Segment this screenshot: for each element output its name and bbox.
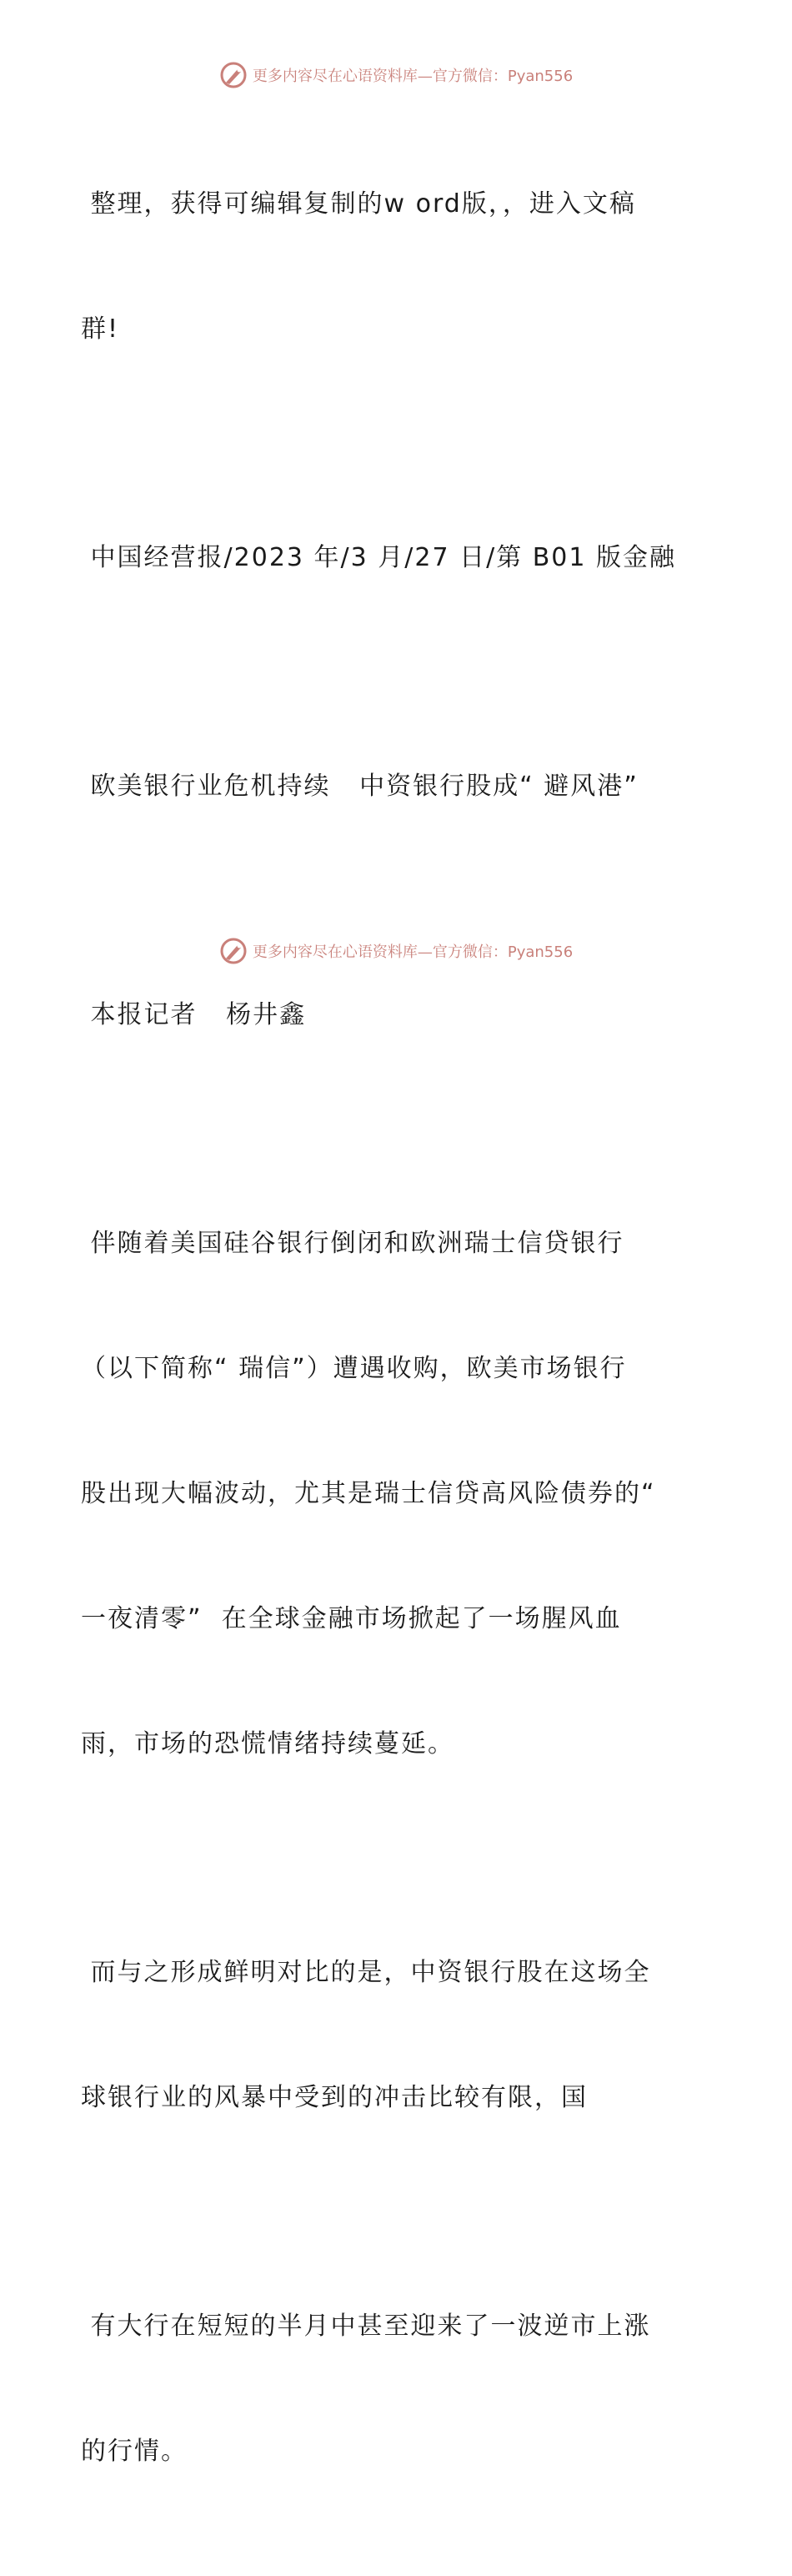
- header-watermark-banner: [0, 58, 792, 92]
- text-line: 本报记者 杨井鑫: [81, 1000, 307, 1029]
- banner-wechat-id: Pyan556: [507, 943, 574, 961]
- text-line: 股出现大幅波动，尤其是瑞士信贷高风险债券的“: [81, 1479, 656, 1508]
- document-body: [81, 100, 702, 2576]
- text-line: 雨，市场的恐慌情绪持续蔓延。: [81, 1729, 454, 1758]
- body-paragraph: [81, 1140, 702, 1849]
- source-line: [81, 454, 702, 662]
- text-line: 一夜清零” 在全球金融市场掀起了一场腥风血: [81, 1604, 622, 1633]
- text-line: （以下简称“ 瑞信”）遭遇收购，欧美市场银行: [81, 1354, 627, 1383]
- text-line: 伴随着美国硅谷银行倒闭和欧洲瑞士信贷银行: [81, 1229, 624, 1258]
- text-line: 的行情。: [81, 2437, 188, 2466]
- banner-text: [253, 64, 573, 86]
- text-line: 有大行在短短的半月中甚至迎来了一波逆市上涨: [81, 2312, 651, 2341]
- banner-label: 更多内容尽在心语资料库—官方微信：: [252, 68, 508, 85]
- text-line: 而与之形成鲜明对比的是，中资银行股在这场全: [81, 1958, 651, 1987]
- pen-logo-icon: [219, 937, 248, 965]
- text-line: 整理，获得可编辑复制的w ord版，，进入文稿: [81, 189, 636, 219]
- text-line: 球银行业的风暴中受到的冲击比较有限，国: [81, 2083, 588, 2112]
- banner-label: 更多内容尽在心语资料库—官方微信：: [252, 943, 508, 961]
- body-paragraph: [81, 1869, 702, 2202]
- text-line: 群!: [81, 314, 120, 344]
- banner-text: [253, 940, 573, 962]
- article-title: [81, 682, 702, 891]
- body-paragraph: [81, 2222, 702, 2556]
- footer-watermark-banner: [0, 934, 792, 968]
- text-line: 中国经营报/2023 年/3 月/27 日/第 B01 版金融: [81, 543, 677, 572]
- pen-logo-icon: [219, 61, 248, 89]
- banner-wechat-id: Pyan556: [507, 68, 574, 85]
- intro-paragraph: [81, 100, 702, 434]
- text-line: 欧美银行业危机持续 中资银行股成“ 避风港”: [81, 772, 639, 801]
